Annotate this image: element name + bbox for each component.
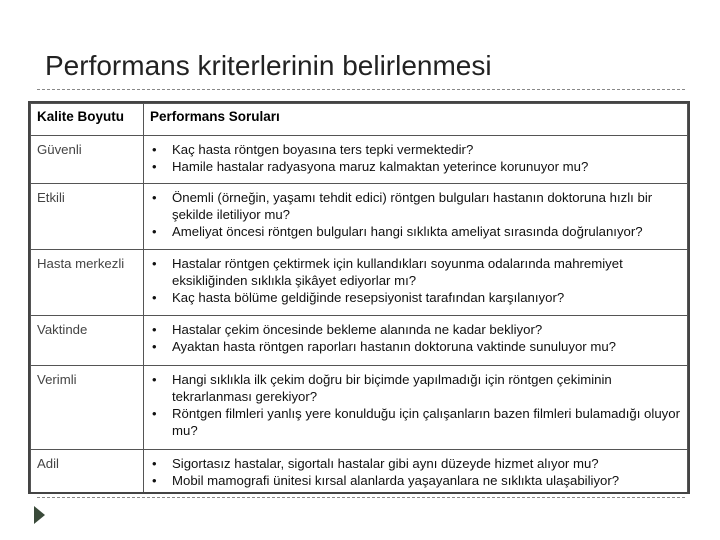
row-dimension: Verimli [31,366,144,450]
row-dimension: Adil [31,450,144,493]
question-item: • Kaç hasta röntgen boyasına ters tepki vermektedir? [150,141,681,158]
question-item: • Ameliyat öncesi röntgen bulguları hangi sıklıkta ameliyat sırasında doğrulanıyor? [150,223,681,240]
row-questions [144,184,688,250]
table-row [31,450,688,493]
slide-title: Performans kriterlerinin belirlenmesi [45,50,492,81]
table-row [31,136,688,184]
row-questions [144,250,688,316]
row-dimension: Vaktinde [31,316,144,366]
row-questions [144,366,688,450]
play-arrow-icon [34,506,45,524]
question-item: • Önemli (örneğin, yaşamı tehdit edici) röntgen bulguları hastanın doktoruna hızlı bir şekilde iletiliyor mu? [150,189,681,223]
bottom-divider [37,497,685,498]
question-item: • Kaç hasta bölüme geldiğinde resepsiyonist tarafından karşılanıyor? [150,289,681,306]
question-item: • Mobil mamografi ünitesi kırsal alanlarda yaşayanlara ne sıklıkta ulaşabiliyor? [150,472,681,489]
question-item: • Hastalar çekim öncesinde bekleme alanında ne kadar bekliyor? [150,321,681,338]
question-item: • Hastalar röntgen çektirmek için kullandıkları soyunma odalarında mahremiyet eksikliğinden sıklıkla şikâyet ediyorlar mı? [150,255,681,289]
question-item: • Röntgen filmleri yanlış yere konulduğu için çalışanların bazen filmleri bulamadığı oluyor mu? [150,405,681,439]
question-item: • Hangi sıklıkla ilk çekim doğru bir biçimde yapılmadığı için röntgen çekiminin tekrarlanması gerekiyor? [150,371,681,405]
row-dimension: Hasta merkezli [31,250,144,316]
row-questions [144,316,688,366]
question-item: • Ayaktan hasta röntgen raporları hastanın doktoruna vaktinde sunuluyor mu? [150,338,681,355]
table-header-row [31,104,688,136]
row-dimension: Etkili [31,184,144,250]
table-row [31,316,688,366]
top-divider [37,89,685,90]
question-item: • Hamile hastalar radyasyona maruz kalmaktan yeterince korunuyor mu? [150,158,681,175]
criteria-table [30,103,688,493]
question-item: • Sigortasız hastalar, sigortalı hastalar gibi aynı düzeyde hizmet alıyor mu? [150,455,681,472]
criteria-table-frame [28,101,690,494]
row-questions [144,136,688,184]
header-quality-dimension: Kalite Boyutu [31,104,144,136]
row-dimension: Güvenli [31,136,144,184]
table-row [31,184,688,250]
row-questions [144,450,688,493]
table-row [31,250,688,316]
header-performance-questions: Performans Soruları [144,104,688,136]
table-row [31,366,688,450]
